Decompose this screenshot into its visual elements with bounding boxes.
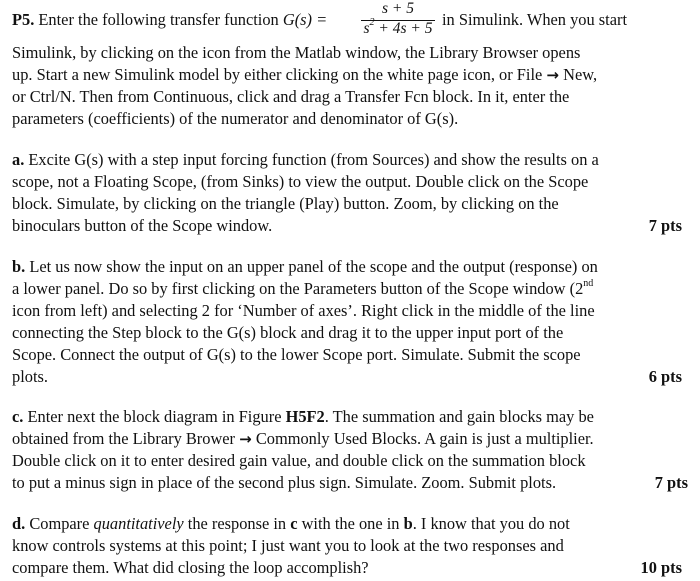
part-b-line-2-text: a lower panel. Do so by first clicking on the Parameters button of the Scope window (2 xyxy=(12,279,584,298)
p5-line-5: parameters (coefficients) of the numerator and denominator of G(s). xyxy=(12,109,459,128)
part-b-line-4: connecting the Step block to the G(s) block and drag it to the upper input port of the xyxy=(12,323,564,342)
p5-line-1-text: Enter the following transfer function xyxy=(38,10,279,29)
part-d-label: d. xyxy=(12,514,26,533)
part-c-line-4: to put a minus sign in place of the second plus sign. Simulate. Zoom. Submit plots. xyxy=(12,473,557,492)
part-b-line-2 xyxy=(12,279,593,299)
p5-line-1 xyxy=(12,10,327,30)
part-d-line-1-text: Compare xyxy=(29,514,90,533)
p5-line-1-end: in Simulink. When you start xyxy=(442,10,627,29)
tf-denominator xyxy=(361,16,435,38)
tf-numerator: s + 5 xyxy=(382,0,414,17)
part-c-reference: c xyxy=(290,514,298,533)
part-d-line-1 xyxy=(12,514,570,534)
emphasis-quantitatively: quantitatively xyxy=(93,514,184,533)
part-d-points: 10 pts xyxy=(640,558,682,577)
part-d-line-1-mid2: with the one in xyxy=(301,514,400,533)
part-b-line-1 xyxy=(12,257,598,277)
tf-den-rest: + 4s + 5 xyxy=(378,20,433,37)
part-b-points: 6 pts xyxy=(648,367,682,386)
part-d-line-1-end: . I know that you do not xyxy=(412,514,570,533)
part-a-line-3: block. Simulate, by clicking on the triangle (Play) button. Zoom, by clicking on the xyxy=(12,194,559,213)
part-a-line-2: scope, not a Floating Scope, (from Sinks) to view the output. Double click on the Scope xyxy=(12,172,589,191)
p5-line-3-end: New, xyxy=(563,65,598,84)
ordinal-superscript: nd xyxy=(583,277,594,289)
tf-den-exponent: 2 xyxy=(369,16,375,28)
part-b-line-5: Scope. Connect the output of G(s) to the lower Scope port. Simulate. Submit the scope xyxy=(12,345,581,364)
transfer-function-fraction xyxy=(361,0,435,44)
part-a-label: a. xyxy=(12,150,25,169)
part-d-line-1-mid: the response in xyxy=(187,514,287,533)
part-b-line-6: plots. xyxy=(12,367,48,386)
p5-line-4: or Ctrl/N. Then from Continuous, click and drag a Transfer Fcn block. In it, enter the xyxy=(12,87,570,106)
tf-den-s: s xyxy=(363,20,370,37)
right-arrow-icon: → xyxy=(546,66,559,84)
part-c-line-2-text: obtained from the Library Brower xyxy=(12,429,236,448)
figure-reference: H5F2 xyxy=(285,407,325,426)
part-b-line-1-text: Let us now show the input on an upper panel of the scope and the output (response) on xyxy=(29,257,598,276)
part-c-line-1-end: . The summation and gain blocks may be xyxy=(324,407,594,426)
part-c-line-3: Double click on it to enter desired gain value, and double click on the summation block xyxy=(12,451,586,470)
part-b-reference: b xyxy=(403,514,413,533)
part-a-points: 7 pts xyxy=(648,216,682,235)
part-c-line-2-end: Commonly Used Blocks. A gain is just a multiplier. xyxy=(255,429,594,448)
part-d-line-3: compare them. What did closing the loop accomplish? xyxy=(12,558,369,577)
right-arrow-icon: → xyxy=(239,430,252,448)
part-d-line-2: know controls systems at this point; I just want you to look at the two responses and xyxy=(12,536,564,555)
part-c-label: c. xyxy=(12,407,24,426)
part-a-line-1-text: Excite G(s) with a step input forcing function (from Sources) and show the results on a xyxy=(28,150,599,169)
part-b-label: b. xyxy=(12,257,26,276)
p5-line-3 xyxy=(12,65,597,85)
part-c-line-1 xyxy=(12,407,594,427)
p5-label: P5. xyxy=(12,10,35,29)
part-c-line-2 xyxy=(12,429,594,449)
part-a-line-1 xyxy=(12,150,599,170)
transfer-function-name: G(s) = xyxy=(282,10,328,29)
part-c-line-1-text: Enter next the block diagram in Figure xyxy=(27,407,282,426)
p5-line-3-text: up. Start a new Simulink model by either clicking on the white page icon, or File xyxy=(12,65,543,84)
part-a-line-4: binoculars button of the Scope window. xyxy=(12,216,273,235)
p5-line-2: Simulink, by clicking on the icon from the Matlab window, the Library Browser opens xyxy=(12,43,581,62)
part-c-points: 7 pts xyxy=(654,473,688,492)
part-b-line-3: icon from left) and selecting 2 for ‘Number of axes’. Right click in the middle of the line xyxy=(12,301,595,320)
